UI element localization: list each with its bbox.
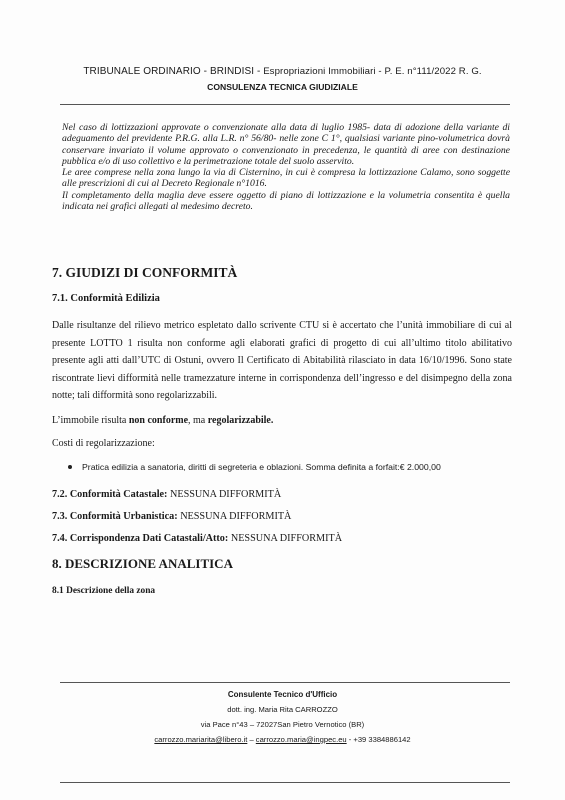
- footer-name: dott. ing. Maria Rita CARROZZO: [227, 705, 338, 714]
- section-7-1-heading: 7.1. Conformità Edilizia: [52, 293, 160, 304]
- section-7-heading: 7. GIUDIZI DI CONFORMITÀ: [52, 265, 238, 280]
- page-bottom-divider: [60, 782, 510, 783]
- section-7-4-label: 7.4. Corrispondenza Dati Catastali/Atto:: [52, 533, 229, 544]
- footer-contacts: [0, 735, 565, 744]
- header-subtitle: CONSULENZA TECNICA GIUDIZIALE: [207, 82, 358, 92]
- cost-item-text: Pratica edilizia a sanatoria, diritti di segreteria e oblazioni. Somma definita a forfait:€ 2.000,00: [82, 462, 441, 472]
- cost-list-item: [68, 462, 441, 472]
- footer-email-link[interactable]: carrozzo.mariarita@libero.it: [154, 735, 248, 744]
- footer-pec-link[interactable]: carrozzo.maria@ingpec.eu: [255, 735, 347, 744]
- footer-address: via Pace n°43 – 72027San Pietro Vernotico (BR): [200, 720, 365, 729]
- header-divider: [60, 104, 510, 105]
- conformity-status: [52, 415, 273, 426]
- section-7-3-label: 7.3. Conformità Urbanistica:: [52, 511, 178, 522]
- quote-paragraph: Nel caso di lottizzazioni approvate o convenzionate alla data di luglio 1985- data di adozione della variante di adeguamento del previdente P.R.G. alla L.R. n° 56/80- nelle zone C 1°, qualsiasi variante pino-volumetrica dovrà conservare invariato il volume approvato o convenzionato in precedenza, le quantità di aree con destinazione pubblica e/o di uso collettivo e la perimetrazione totale del suolo asservito.: [62, 122, 510, 167]
- footer-phone: - +39 3384886142: [346, 735, 411, 744]
- quote-paragraph: Il completamento della maglia deve essere oggetto di piano di lottizzazione e la volumetria consentita è quella indicata nei grafici allegati al medesimo decreto.: [62, 189, 510, 213]
- conformity-paragraph: Dalle risultanze del rilievo metrico espletato dallo scrivente CTU si è accertato che l’unità immobiliare di cui al presente LOTTO 1 risulta non conforme agli elaborati grafici di progetto di cui all’ultimo titolo abilitativo presente agli atti dall’UTC di Ostuni, ovvero Il Certificato di Abitabilità rilasciato in data 16/10/1996. Sono state riscontrate lievi difformità nelle tramezzature interne in corrispondenza dell’ingresso e del disimpegno della zona notte; tali difformità sono regolarizzabili.: [52, 320, 512, 402]
- procedure-reference: Espropriazioni Immobiliari - P. E. n°111/2022 R. G.: [263, 66, 482, 77]
- section-7-3: [52, 511, 291, 522]
- section-7-2-label: 7.2. Conformità Catastale:: [52, 489, 168, 500]
- footer-divider: [60, 682, 510, 683]
- section-7-3-value: NESSUNA DIFFORMITÀ: [180, 511, 292, 522]
- costs-label: Costi di regolarizzazione:: [52, 438, 155, 449]
- section-7-1-body: [52, 317, 512, 405]
- status-regolarizzabile: regolarizzabile.: [207, 415, 274, 426]
- section-8-heading: 8. DESCRIZIONE ANALITICA: [52, 556, 233, 571]
- status-prefix: L’immobile risulta: [52, 415, 127, 426]
- page-header: [0, 66, 565, 77]
- footer-role: Consulente Tecnico d'Ufficio: [227, 690, 338, 699]
- status-non-conforme: non conforme: [128, 415, 189, 426]
- bullet-icon: [68, 465, 72, 469]
- court-name: TRIBUNALE ORDINARIO - BRINDISI -: [83, 66, 261, 77]
- section-7-4: [52, 533, 342, 544]
- quoted-regulation: [62, 122, 510, 212]
- footer-separator: –: [247, 735, 256, 744]
- section-8-1-heading: 8.1 Descrizione della zona: [52, 586, 156, 596]
- quote-paragraph: Le aree comprese nella zona lungo la via di Cisternino, in cui è compresa la lottizzazione Calamo, sono soggette alle prescrizioni di cui al Decreto Regionale n°1016.: [62, 167, 510, 190]
- section-7-4-value: NESSUNA DIFFORMITÀ: [230, 533, 343, 544]
- section-7-2-value: NESSUNA DIFFORMITÀ: [169, 489, 282, 500]
- status-mid: , ma: [188, 415, 206, 426]
- section-7-2: [52, 489, 281, 500]
